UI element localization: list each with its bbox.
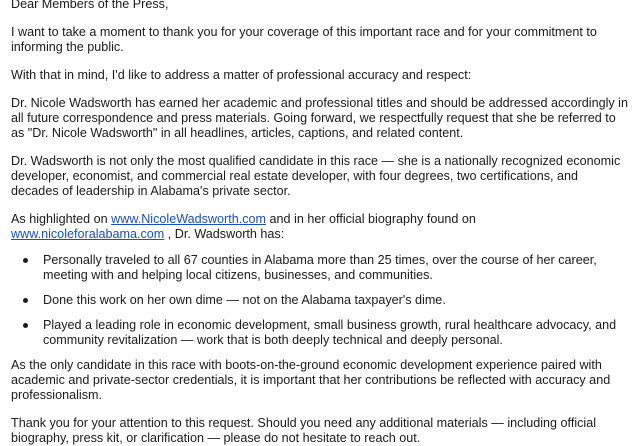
highlights-text-middle: and in her official biography found on — [266, 212, 476, 226]
paragraph-title-request: Dr. Nicole Wadsworth has earned her academic and professional titles and should be addressed accordingly in all future correspondence and press materials. Going forward, we respectfully request that she be referred to as "Dr. Nicole Wadsworth" in all headlines, articles, captions, and related content. — [11, 96, 628, 140]
bullet-icon — [23, 258, 28, 263]
paragraph-thanks: I want to take a moment to thank you for your coverage of this important race and for your commitment to informing the public. — [11, 25, 597, 54]
list-item — [43, 253, 628, 283]
bullet-icon — [23, 323, 28, 328]
bullet-icon — [23, 298, 28, 303]
paragraph-credentials: As the only candidate in this race with boots-on-the-ground economic development experience paired with academic and private-sector credentials, it is important that her contributions be reflected with accuracy and professionalism. — [11, 358, 611, 402]
paragraph-closing: Thank you for your attention to this request. Should you need any additional materials — including official biography, press kit, or clarification — please do not hesitate to reach out. — [11, 416, 597, 445]
list-item-text: Personally traveled to all 67 counties in Alabama more than 25 times, over the course of her career, meeting with and helping local citizens, businesses, and communities. — [43, 253, 597, 282]
nicolewadsworth-link[interactable]: www.NicoleWadsworth.com — [111, 212, 267, 226]
list-item — [43, 293, 628, 308]
paragraph-qualifications: Dr. Wadsworth is not only the most qualified candidate in this race — she is a nationally recognized economic developer, economist, and commercial real estate developer, with four degrees, two certifications, and decades of leadership in Alabama's private sector. — [11, 154, 621, 198]
list-item-text: Played a leading role in economic development, small business growth, rural healthcare advocacy, and community revitalization — work that is both deeply technical and deeply personal. — [43, 318, 617, 347]
list-item — [43, 318, 628, 348]
accomplishments-list — [11, 253, 628, 348]
highlights-text-start: As highlighted on — [11, 212, 112, 226]
list-item-text: Done this work on her own dime — not on the Alabama taxpayer's dime. — [43, 293, 446, 307]
paragraph-highlights — [11, 212, 628, 242]
highlights-text-end: , Dr. Wadsworth has: — [164, 227, 285, 241]
greeting: Dear Members of the Press, — [11, 0, 169, 11]
paragraph-intro: With that in mind, I'd like to address a matter of professional accuracy and respect: — [11, 68, 472, 82]
nicoleforalabama-link[interactable]: www.nicoleforalabama.com — [11, 227, 165, 241]
